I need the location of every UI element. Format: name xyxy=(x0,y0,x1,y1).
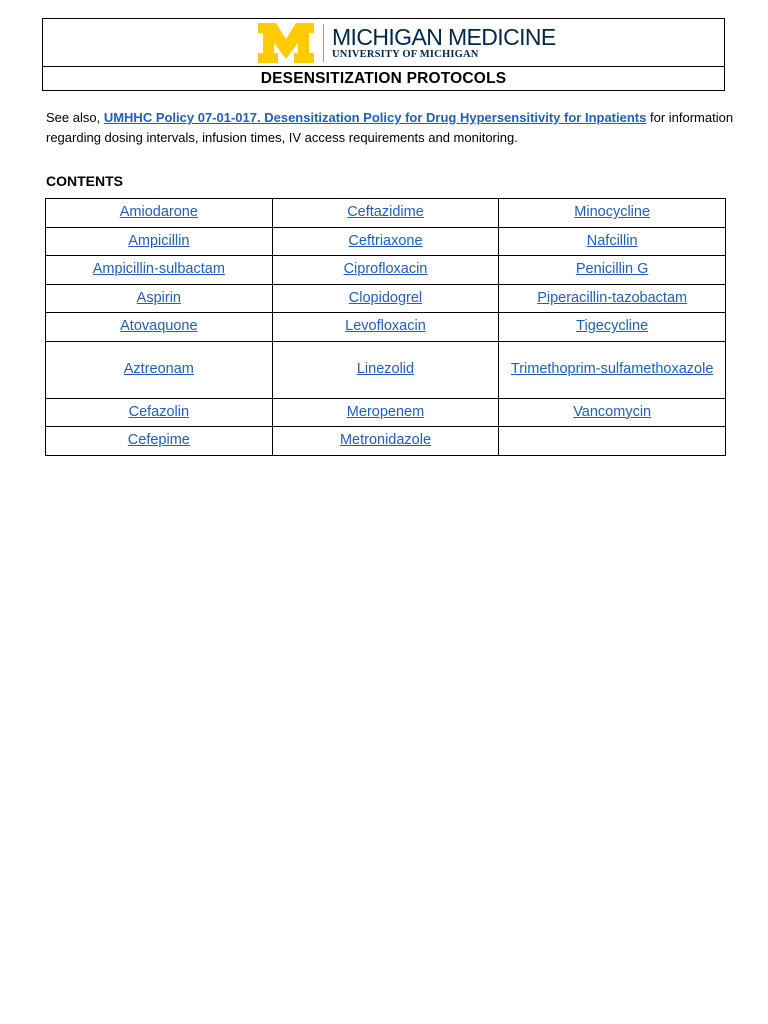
drug-link-vancomycin[interactable]: Vancomycin xyxy=(573,403,652,420)
drug-link-ceftazidime[interactable]: Ceftazidime xyxy=(347,204,424,221)
intro-suffix: for information regarding dosing intervals, infusion times, IV access requirements and monitoring. xyxy=(46,110,734,145)
table-cell xyxy=(499,256,726,285)
table-cell xyxy=(46,227,273,256)
michigan-medicine-logo xyxy=(258,22,556,63)
drug-link-linezolid[interactable]: Linezolid xyxy=(356,361,415,377)
policy-link[interactable]: UMHHC Policy 07-01-017. Desensitization Policy for Drug Hypersensitivity for Inpatients xyxy=(103,110,647,125)
table-cell xyxy=(272,256,499,285)
table-cell xyxy=(272,227,499,256)
table-cell xyxy=(499,313,726,342)
drug-link-ampicillin[interactable]: Ampicillin xyxy=(128,232,190,249)
table-cell xyxy=(46,398,273,427)
drug-link-clopidogrel[interactable]: Clopidogrel xyxy=(348,289,423,306)
drug-link-aspirin[interactable]: Aspirin xyxy=(136,289,181,306)
table-cell xyxy=(499,341,726,398)
table-row xyxy=(46,284,726,313)
drug-link-tigecycline[interactable]: Tigecycline xyxy=(576,318,649,335)
table-row xyxy=(46,427,726,456)
drug-link-aztreonam[interactable]: Aztreonam xyxy=(123,361,194,377)
block-m-icon xyxy=(258,23,314,63)
table-cell xyxy=(272,341,499,398)
drug-link-metronidazole[interactable]: Metronidazole xyxy=(339,432,432,449)
drug-link-nafcillin[interactable]: Nafcillin xyxy=(586,232,638,249)
table-cell xyxy=(499,398,726,427)
intro-prefix: See also, xyxy=(46,110,104,125)
intro-paragraph xyxy=(46,108,736,148)
table-row xyxy=(46,227,726,256)
table-row xyxy=(46,313,726,342)
drug-link-piperacillin-tazobactam[interactable]: Piperacillin-tazobactam xyxy=(537,289,688,306)
table-cell xyxy=(272,284,499,313)
table-row xyxy=(46,199,726,228)
logo-line-university: UNIVERSITY OF MICHIGAN xyxy=(332,48,479,60)
table-row xyxy=(46,341,726,398)
drug-link-amiodarone[interactable]: Amiodarone xyxy=(119,204,198,221)
drug-link-trimethoprim-sulfamethoxazole[interactable]: Trimethoprim-sulfamethoxazole xyxy=(510,361,714,377)
table-cell xyxy=(499,199,726,228)
table-cell xyxy=(272,313,499,342)
table-cell xyxy=(46,256,273,285)
table-cell xyxy=(272,199,499,228)
table-cell xyxy=(46,427,273,456)
table-cell xyxy=(272,398,499,427)
table-cell xyxy=(46,313,273,342)
contents-heading: CONTENTS xyxy=(46,173,123,189)
table-cell xyxy=(499,427,726,456)
table-row xyxy=(46,398,726,427)
drug-link-cefepime[interactable]: Cefepime xyxy=(127,432,190,449)
table-row xyxy=(46,256,726,285)
table-cell xyxy=(499,227,726,256)
drug-link-atovaquone[interactable]: Atovaquone xyxy=(120,318,198,335)
logo-row xyxy=(43,19,724,67)
table-cell xyxy=(499,284,726,313)
drug-link-ciprofloxacin[interactable]: Ciprofloxacin xyxy=(343,261,428,278)
table-cell xyxy=(46,199,273,228)
drug-link-minocycline[interactable]: Minocycline xyxy=(574,204,651,221)
drug-link-levofloxacin[interactable]: Levofloxacin xyxy=(345,318,426,335)
drug-link-ampicillin-sulbactam[interactable]: Ampicillin-sulbactam xyxy=(92,261,225,278)
logo-line-michigan-medicine: MICHIGAN MEDICINE xyxy=(332,23,556,50)
table-cell xyxy=(46,284,273,313)
contents-table xyxy=(45,198,726,456)
drug-link-meropenem[interactable]: Meropenem xyxy=(346,403,425,420)
logo-wordmark xyxy=(332,25,556,61)
table-cell xyxy=(46,341,273,398)
drug-link-ceftriaxone[interactable]: Ceftriaxone xyxy=(348,232,423,249)
document-header xyxy=(42,18,725,91)
logo-divider xyxy=(323,24,324,62)
drug-link-cefazolin[interactable]: Cefazolin xyxy=(128,403,190,420)
drug-link-penicillin-g[interactable]: Penicillin G xyxy=(575,261,649,278)
table-cell xyxy=(272,427,499,456)
page-title: DESENSITIZATION PROTOCOLS xyxy=(260,70,507,87)
